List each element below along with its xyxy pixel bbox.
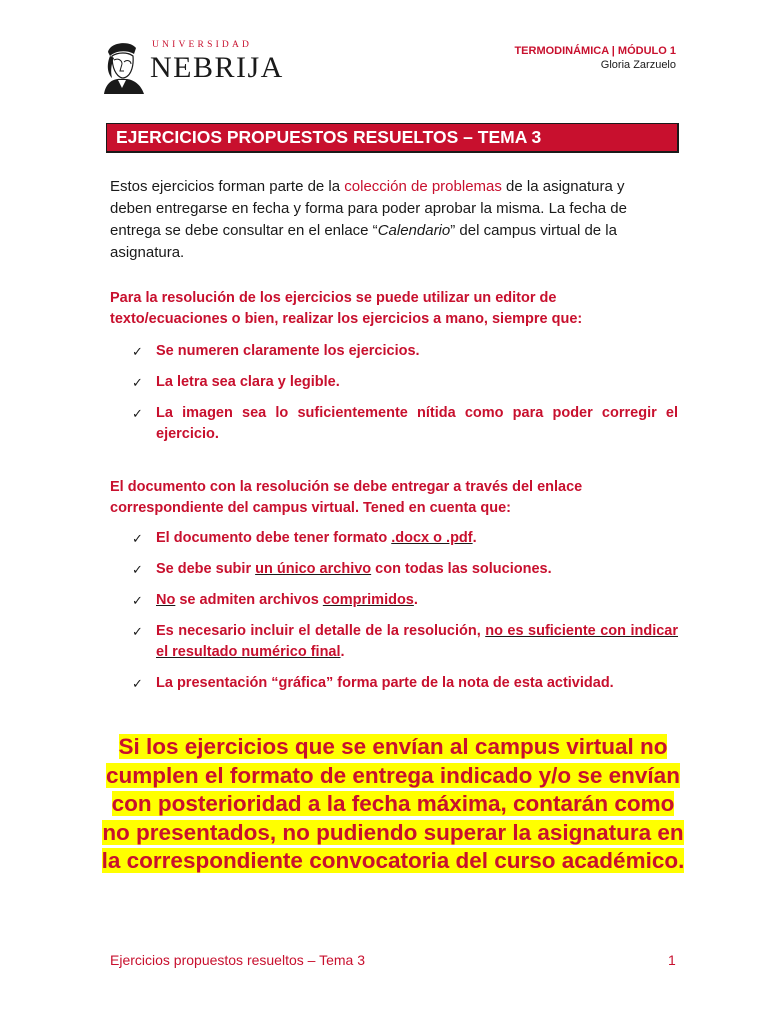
list-item-text: El documento debe tener formato bbox=[156, 530, 392, 546]
submission-requirements-list bbox=[132, 528, 678, 694]
list-item-text: . bbox=[413, 592, 418, 608]
list-item-text: La imagen sea lo suficientemente nítida como para poder corregir el ejercicio. bbox=[156, 405, 678, 442]
checkmark-icon: ✓ bbox=[132, 624, 143, 639]
list-item-text: Se debe subir bbox=[156, 561, 256, 577]
problem-collection-link[interactable]: colección de problemas bbox=[344, 178, 502, 195]
detail-requirement: no es suficiente con indicar el resultado numérico final bbox=[156, 623, 679, 660]
university-logo bbox=[100, 38, 284, 94]
list-item-text: Se numeren claramente los ejercicios. bbox=[156, 343, 420, 359]
page-title: EJERCICIOS PROPUESTOS RESUELTOS – TEMA 3 bbox=[106, 123, 679, 153]
list-item bbox=[132, 341, 678, 362]
list-item-text: La presentación “gráfica” forma parte de la nota de esta actividad. bbox=[156, 675, 614, 691]
author-name: Gloria Zarzuelo bbox=[600, 59, 676, 71]
list-item-text: se admiten archivos bbox=[175, 592, 323, 608]
list-item bbox=[132, 372, 678, 393]
checkmark-icon: ✓ bbox=[132, 593, 143, 608]
late-submission-warning bbox=[98, 733, 688, 876]
list-item bbox=[132, 590, 678, 611]
list-item-text: con todas las soluciones. bbox=[371, 561, 552, 577]
list-item bbox=[132, 673, 678, 694]
warning-text: Si los ejercicios que se envían al campus virtual no cumplen el formato de entrega indicado y/o se envían con posterioridad a la fecha máxima, contarán como no presentados, no pudiendo superar la asignatura en la correspondiente convocatoria del curso académico. bbox=[101, 734, 685, 873]
intro-paragraph bbox=[110, 176, 655, 264]
list-item bbox=[132, 559, 678, 580]
checkmark-icon: ✓ bbox=[132, 676, 143, 691]
checkmark-icon: ✓ bbox=[132, 562, 143, 577]
header-info bbox=[514, 44, 676, 72]
format-requirement: .docx o .pdf bbox=[391, 530, 473, 546]
intro-text-1: Estos ejercicios forman parte de la bbox=[110, 178, 345, 195]
negation-emphasis: No bbox=[156, 592, 176, 608]
list-item-text: . bbox=[472, 530, 477, 546]
intro-text-2: de la asignatura y deben entregarse en fecha y forma para poder aprobar la misma. La fecha de entrega se debe consultar en el enlace “ bbox=[110, 178, 627, 239]
submission-instructions: El documento con la resolución se debe entregar a través del enlace correspondiente del campus virtual. Tened en cuenta que: bbox=[110, 479, 583, 516]
compressed-files-emphasis: comprimidos bbox=[322, 592, 414, 608]
nebrija-portrait-icon bbox=[100, 38, 146, 94]
list-item bbox=[132, 621, 678, 663]
list-item-text: . bbox=[340, 644, 345, 660]
footer-title: Ejercicios propuestos resueltos – Tema 3 bbox=[110, 952, 365, 968]
page-number: 1 bbox=[668, 952, 676, 968]
resolution-requirements-list bbox=[132, 341, 678, 445]
intro-text-3: ” del campus virtual de la asignatura. bbox=[110, 222, 617, 261]
checkmark-icon: ✓ bbox=[132, 344, 143, 359]
list-item bbox=[132, 403, 678, 445]
list-item-text: Es necesario incluir el detalle de la resolución, bbox=[156, 623, 486, 639]
resolution-instructions: Para la resolución de los ejercicios se puede utilizar un editor de texto/ecuaciones o bien, realizar los ejercicios a mano, siempre que: bbox=[110, 290, 583, 327]
list-item-text: La letra sea clara y legible. bbox=[156, 374, 340, 390]
checkmark-icon: ✓ bbox=[132, 375, 143, 390]
checkmark-icon: ✓ bbox=[132, 531, 143, 546]
calendar-reference: Calendario bbox=[377, 222, 451, 239]
list-item bbox=[132, 528, 678, 549]
single-file-requirement: un único archivo bbox=[255, 561, 372, 577]
course-label: TERMODINÁMICA | MÓDULO 1 bbox=[514, 45, 676, 57]
logo-title: NEBRIJA bbox=[150, 51, 284, 84]
checkmark-icon: ✓ bbox=[132, 406, 143, 421]
logo-subtitle: UNIVERSIDAD bbox=[152, 40, 253, 50]
